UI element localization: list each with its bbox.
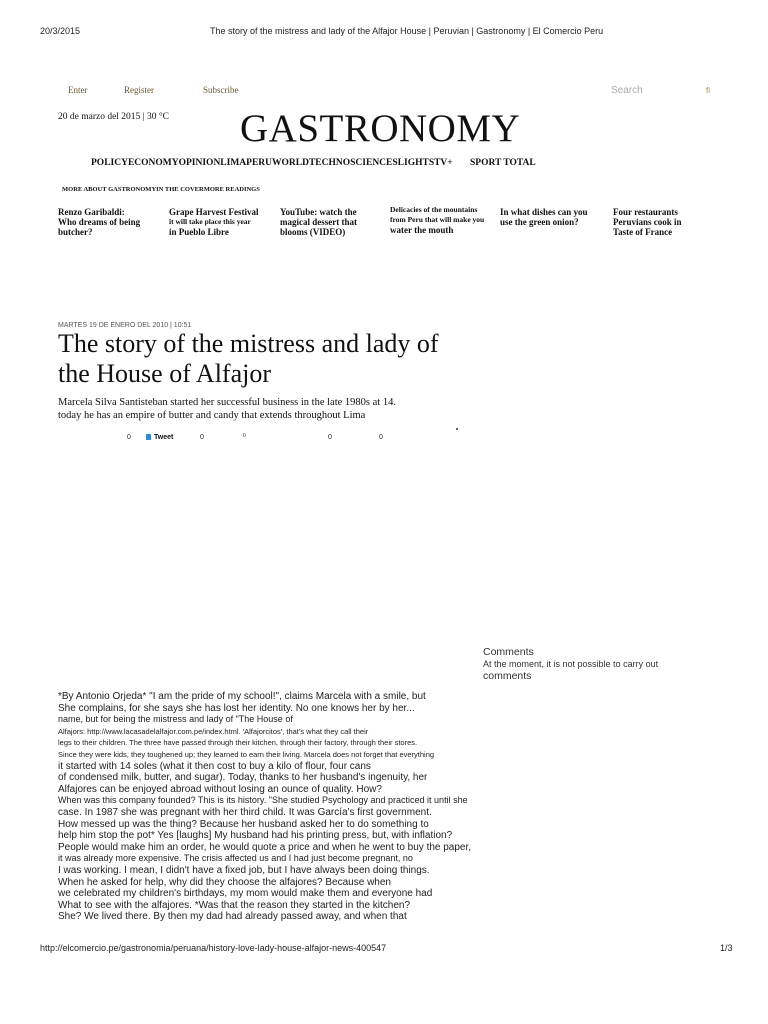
article-headline-line-1: The story of the mistress and lady of <box>58 329 439 358</box>
body-line: When he asked for help, why did they choose the alfajores? Because when <box>58 876 391 888</box>
print-footer-url: http://elcomercio.pe/gastronomia/peruana/history-love-lady-house-alfajor-news-400547 <box>40 943 387 953</box>
teaser-item[interactable]: In what dishes can you use the green onion? <box>500 207 588 227</box>
article-dek-line-1: Marcela Silva Santisteban started her successful business in the late 1980s at 14. <box>58 397 396 408</box>
body-line: Alfajores can be enjoyed abroad without losing an ounce of quality. How? <box>58 783 382 795</box>
date-weather: 20 de marzo del 2015 | 30 °C <box>58 112 169 122</box>
body-line: *By Antonio Orjeda* "I am the pride of my school!", claims Marcela with a smile, but <box>58 691 426 702</box>
share-count: 0 <box>127 434 131 441</box>
decorative-dot <box>456 428 458 430</box>
body-line: How messed up was the thing? Because her husband asked her to do something to <box>58 818 429 830</box>
body-line: case. In 1987 she was pregnant with her third child. It was García's first government. <box>58 806 432 818</box>
body-line: Alfajors: http://www.lacasadelalfajor.com.pe/index.html. 'Alfajorcitos', that's what they call their <box>58 726 369 736</box>
masthead-title: GASTRONOMY <box>240 107 521 150</box>
body-line: Since they were kids, they toughened up; they learned to earn their living. Marcela does not forget that everything <box>58 749 435 759</box>
article-body <box>58 691 471 923</box>
teaser-item[interactable]: YouTube: watch the magical dessert that blooms (VIDEO) <box>280 207 357 237</box>
search-box[interactable] <box>610 84 720 98</box>
body-line: People would make him an order, he would quote a price and when he went to buy the paper, <box>58 841 472 853</box>
body-line: it started with 14 soles (what it then cost to buy a kilo of flour, four cans <box>58 760 371 772</box>
body-line: She complains, for she says she has lost her identity. No one knows her by her... <box>58 702 415 714</box>
tweet-button[interactable] <box>146 434 173 441</box>
body-line: of condensed milk, butter, and sugar). Today, thanks to her husband's ingenuity, her <box>58 772 428 784</box>
more-about-bar[interactable]: MORE ABOUT GASTRONOMYIN THE COVERMORE READINGS <box>62 186 260 193</box>
share-count: 0 <box>379 434 383 441</box>
body-line: legs to their children. The three have passed through their kitchen, through their factory, through their stores. <box>58 738 418 748</box>
search-placeholder: Search <box>611 85 643 96</box>
article-headline-line-2: the House of Alfajor <box>58 359 272 388</box>
comments-notice-line-2: comments <box>483 670 532 682</box>
enter-link[interactable]: Enter <box>68 85 88 95</box>
article-dateline: MARTES 19 DE ENERO DEL 2010 | 10:51 <box>58 322 192 329</box>
share-count: 0 <box>200 434 204 441</box>
share-count: 0 <box>328 434 332 441</box>
search-icon[interactable]: fi <box>706 86 710 95</box>
print-page-number: 1/3 <box>720 943 733 953</box>
body-line: I was working. I mean, I didn't have a fixed job, but I have always been doing things. <box>58 864 430 876</box>
body-line: When was this company founded? This is its history. "She studied Psychology and practiced it until she <box>58 795 468 806</box>
register-link[interactable]: Register <box>124 85 154 95</box>
teaser-item[interactable]: Renzo Garibaldi: Who dreams of being butcher? <box>58 207 141 237</box>
subscribe-link[interactable]: Subscribe <box>203 85 239 95</box>
article-dek-line-2: today he has an empire of butter and candy that extends throughout Lima <box>58 410 366 421</box>
body-line: help him stop the pot* Yes [laughs] My husband had his printing press, but, with inflation? <box>58 830 453 842</box>
body-line: it was already more expensive. The crisis affected us and I had just become pregnant, no <box>58 853 413 864</box>
teaser-item[interactable]: Delicacies of the mountains from Peru that will make you water the mouth <box>390 205 485 235</box>
sport-total-link[interactable]: SPORT TOTAL <box>470 158 536 168</box>
teaser-item[interactable]: Four restaurants Peruvians cook in Taste of France <box>613 207 682 237</box>
tweet-label: Tweet <box>154 434 174 441</box>
teaser-item[interactable]: Grape Harvest Festival it will take place this year in Pueblo Libre <box>169 207 259 237</box>
body-line: we celebrated my children's birthdays, my mom would make them and everyone had <box>58 888 433 900</box>
comments-notice-line-1: At the moment, it is not possible to carry out <box>483 659 659 669</box>
print-title: The story of the mistress and lady of the Alfajor House | Peruvian | Gastronomy | El Comercio Peru <box>210 26 604 36</box>
comments-heading: Comments <box>483 646 534 658</box>
twitter-icon <box>146 434 151 440</box>
body-line: What to see with the alfajores. *Was that the reason they started in the kitchen? <box>58 899 411 911</box>
body-line: She? We lived there. By then my dad had already passed away, and when that <box>58 911 407 923</box>
share-count: 0 <box>243 433 246 439</box>
print-date: 20/3/2015 <box>40 26 81 36</box>
section-nav[interactable]: POLICYECONOMYOPINIONLIMAPERUWORLDTECHNOSCIENCESLIGHTSTV+ <box>91 158 453 168</box>
body-line: name, but for being the mistress and lady of "The House of <box>58 714 293 725</box>
